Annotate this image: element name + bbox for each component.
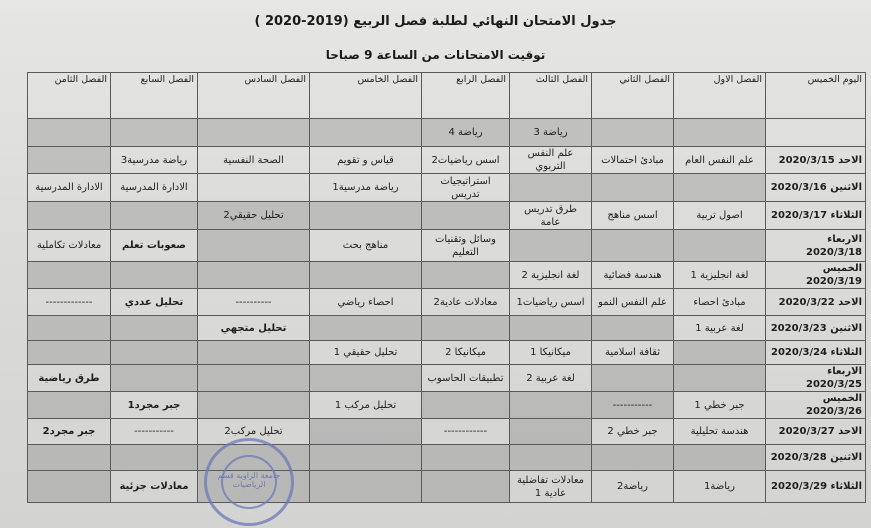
table-row — [28, 392, 866, 419]
exam-subject-cell — [510, 419, 592, 445]
exam-subject-cell — [422, 202, 510, 230]
exam-subject-cell: هندسة تحليلية — [674, 419, 766, 445]
exam-subject-cell: طرق رياضية — [28, 365, 111, 392]
table-row — [28, 202, 866, 230]
exam-subject-cell: معادلات عادية2 — [422, 289, 510, 316]
table-row — [28, 341, 866, 365]
exam-subject-cell: مبادئ احتمالات — [592, 147, 674, 174]
exam-subject-cell — [310, 365, 422, 392]
table-row — [28, 365, 866, 392]
column-header-semester-4: الفصل الرابع — [422, 73, 510, 119]
exam-subject-cell: الادارة المدرسية — [111, 174, 198, 202]
table-row — [28, 147, 866, 174]
exam-subject-cell: معادلات تكاملية — [28, 230, 111, 262]
exam-subject-cell — [198, 262, 310, 289]
column-header-semester-5: الفصل الخامس — [310, 73, 422, 119]
exam-subject-cell: ثقافة اسلامية — [592, 341, 674, 365]
exam-subject-cell — [310, 419, 422, 445]
university-seal-stamp — [204, 438, 294, 526]
exam-subject-cell: تطبيقات الحاسوب — [422, 365, 510, 392]
exam-subject-cell: ------------- — [28, 289, 111, 316]
table-row — [28, 471, 866, 503]
exam-subject-cell: جبر خطي 1 — [674, 392, 766, 419]
table-row — [28, 289, 866, 316]
exam-subject-cell: طرق تدريس عامة — [510, 202, 592, 230]
exam-subject-cell: ------------ — [422, 419, 510, 445]
exam-subject-cell — [28, 392, 111, 419]
exam-subject-cell: وسائل وتقنيات التعليم — [422, 230, 510, 262]
day-date-cell: الخميس 2020/3/26 — [766, 392, 866, 419]
exam-subject-cell: الصحة النفسية — [198, 147, 310, 174]
exam-subject-cell: ----------- — [111, 419, 198, 445]
exam-subject-cell — [111, 445, 198, 471]
exam-subject-cell: علم النفس التربوي — [510, 147, 592, 174]
column-header-semester-8: الفصل الثامن — [28, 73, 111, 119]
exam-subject-cell: صعوبات تعلم — [111, 230, 198, 262]
exam-subject-cell: اصول تربية — [674, 202, 766, 230]
exam-subject-cell: اسس رياضيات2 — [422, 147, 510, 174]
column-header-semester-7: الفصل السابع — [111, 73, 198, 119]
day-date-cell: الاحد 2020/3/22 — [766, 289, 866, 316]
exam-subject-cell — [510, 445, 592, 471]
exam-subject-cell: ---------- — [198, 289, 310, 316]
exam-subject-cell: معادلات تفاضلية عادية 1 — [510, 471, 592, 503]
day-date-cell: الاربعاء 2020/3/25 — [766, 365, 866, 392]
exam-subject-cell: لغة عربية 1 — [674, 316, 766, 341]
exam-subject-cell — [111, 262, 198, 289]
exam-subject-cell — [674, 174, 766, 202]
exam-subject-cell — [111, 119, 198, 147]
exam-subject-cell — [674, 365, 766, 392]
exam-subject-cell — [510, 316, 592, 341]
exam-subject-cell — [28, 147, 111, 174]
exam-subject-cell — [198, 365, 310, 392]
exam-subject-cell: قياس و تقويم — [310, 147, 422, 174]
exam-subject-cell — [422, 316, 510, 341]
table-row — [28, 419, 866, 445]
day-date-cell: الثلاثاء 2020/3/24 — [766, 341, 866, 365]
exam-subject-cell: استراتيجيات تدريس — [422, 174, 510, 202]
exam-subject-cell: رياضة مدرسية1 — [310, 174, 422, 202]
exam-subject-cell: رياضة 4 — [422, 119, 510, 147]
day-date-cell: الاثنين 2020/3/16 — [766, 174, 866, 202]
exam-subject-cell: احصاء رياضي — [310, 289, 422, 316]
exam-subject-cell — [510, 174, 592, 202]
exam-subject-cell — [592, 119, 674, 147]
column-header-semester-1: الفصل الاول — [674, 73, 766, 119]
exam-subject-cell — [28, 445, 111, 471]
exam-subject-cell: تحليل مركب 1 — [310, 392, 422, 419]
exam-subject-cell: الادارة المدرسية — [28, 174, 111, 202]
exam-subject-cell — [592, 174, 674, 202]
table-row — [28, 445, 866, 471]
exam-subject-cell: لغة انجليزية 2 — [510, 262, 592, 289]
exam-subject-cell — [592, 230, 674, 262]
exam-subject-cell: معادلات جزئية — [111, 471, 198, 503]
exam-subject-cell: اسس مناهج — [592, 202, 674, 230]
exam-subject-cell: تحليل حقيقي2 — [198, 202, 310, 230]
exam-subject-cell: لغة عربية 2 — [510, 365, 592, 392]
exam-subject-cell: جبر خطي 2 — [592, 419, 674, 445]
exam-subject-cell — [674, 119, 766, 147]
exam-subject-cell: ----------- — [592, 392, 674, 419]
exam-subject-cell — [310, 316, 422, 341]
exam-subject-cell: رياضة مدرسية3 — [111, 147, 198, 174]
exam-subject-cell — [310, 202, 422, 230]
exam-subject-cell: ميكانيكا 2 — [422, 341, 510, 365]
exam-subject-cell: مبادئ احصاء — [674, 289, 766, 316]
exam-subject-cell — [422, 445, 510, 471]
exam-subject-cell — [422, 392, 510, 419]
table-row — [28, 316, 866, 341]
table-row — [28, 174, 866, 202]
exam-subject-cell — [592, 316, 674, 341]
day-date-cell: الاثنين 2020/3/23 — [766, 316, 866, 341]
exam-subject-cell: تحليل حقيقي 1 — [310, 341, 422, 365]
exam-time-subtitle: توقيت الامتحانات من الساعة 9 صباحا — [325, 48, 546, 62]
exam-subject-cell: جبر مجرد1 — [111, 392, 198, 419]
day-date-cell: الاربعاء 2020/3/18 — [766, 230, 866, 262]
exam-subject-cell — [198, 119, 310, 147]
exam-subject-cell — [310, 471, 422, 503]
exam-subject-cell — [422, 262, 510, 289]
day-date-cell: الثلاثاء 2020/3/29 — [766, 471, 866, 503]
exam-subject-cell: علم النفس العام — [674, 147, 766, 174]
day-date-cell: الخميس 2020/3/19 — [766, 262, 866, 289]
exam-subject-cell: رياضة 3 — [510, 119, 592, 147]
column-header-day: اليوم الخميس — [766, 73, 866, 119]
exam-subject-cell: مناهج بحث — [310, 230, 422, 262]
exam-subject-cell — [422, 471, 510, 503]
exam-subject-cell — [592, 365, 674, 392]
exam-subject-cell: جبر مجرد2 — [28, 419, 111, 445]
exam-subject-cell — [111, 202, 198, 230]
exam-schedule-table — [27, 72, 866, 503]
exam-subject-cell — [510, 230, 592, 262]
exam-subject-cell: رياضة1 — [674, 471, 766, 503]
exam-subject-cell — [674, 445, 766, 471]
exam-subject-cell — [198, 392, 310, 419]
exam-subject-cell: تحليل عددي — [111, 289, 198, 316]
table-row — [28, 119, 866, 147]
exam-subject-cell — [28, 471, 111, 503]
exam-subject-cell — [310, 262, 422, 289]
exam-subject-cell: لغة انجليزية 1 — [674, 262, 766, 289]
exam-subject-cell: تحليل مركب2 — [198, 419, 310, 445]
exam-subject-cell — [310, 119, 422, 147]
exam-subject-cell: تحليل متجهي — [198, 316, 310, 341]
exam-subject-cell — [198, 174, 310, 202]
exam-subject-cell: هندسة فضائية — [592, 262, 674, 289]
exam-subject-cell — [310, 445, 422, 471]
exam-subject-cell: ميكانيكا 1 — [510, 341, 592, 365]
column-header-semester-6: الفصل السادس — [198, 73, 310, 119]
exam-subject-cell — [28, 119, 111, 147]
day-date-cell: الاحد 2020/3/27 — [766, 419, 866, 445]
day-date-cell — [766, 119, 866, 147]
day-date-cell: الثلاثاء 2020/3/17 — [766, 202, 866, 230]
exam-subject-cell — [198, 341, 310, 365]
exam-subject-cell — [111, 365, 198, 392]
day-date-cell: الاثنين 2020/3/28 — [766, 445, 866, 471]
column-header-semester-3: الفصل الثالث — [510, 73, 592, 119]
exam-subject-cell — [674, 341, 766, 365]
day-date-cell: الاحد 2020/3/15 — [766, 147, 866, 174]
column-header-semester-2: الفصل الثاني — [592, 73, 674, 119]
exam-subject-cell — [510, 392, 592, 419]
exam-subject-cell — [592, 445, 674, 471]
exam-subject-cell — [198, 230, 310, 262]
exam-subject-cell — [28, 316, 111, 341]
page-title: جدول الامتحان النهائي لطلبة فصل الربيع (2019-2020 ) — [254, 14, 617, 29]
exam-subject-cell — [28, 202, 111, 230]
stamp-text: جامعة الزاوية قسم الرياضيات — [217, 471, 281, 489]
exam-subject-cell: اسس رياضيات1 — [510, 289, 592, 316]
table-row — [28, 262, 866, 289]
exam-subject-cell — [111, 316, 198, 341]
exam-subject-cell — [111, 341, 198, 365]
exam-subject-cell — [28, 262, 111, 289]
exam-subject-cell: رياضة2 — [592, 471, 674, 503]
exam-subject-cell — [28, 341, 111, 365]
table-row — [28, 230, 866, 262]
exam-subject-cell: علم النفس النمو — [592, 289, 674, 316]
exam-subject-cell — [674, 230, 766, 262]
